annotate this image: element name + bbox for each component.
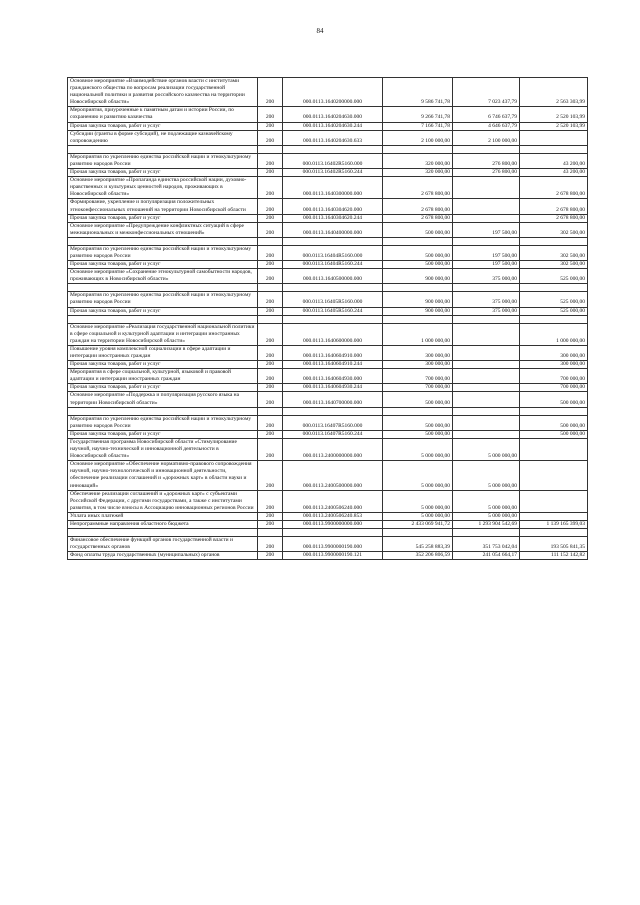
empty-cell [68, 284, 258, 292]
cell-name: Уплата иных платежей [68, 512, 258, 520]
cell-csr: 000.0113.9900000190.121 [283, 552, 383, 560]
cell-csr: 000.0113.1640400000.000 [283, 222, 383, 237]
cell-code: 200 [258, 292, 283, 307]
cell-amount-total: 5 000 000,00 [383, 512, 453, 520]
cell-amount-remaining: 2 678 800,00 [520, 214, 588, 222]
cell-amount-executed: 5 000 000,00 [453, 490, 520, 512]
cell-amount-total: 500 000,00 [383, 261, 453, 269]
cell-amount-remaining: 500 000,00 [520, 392, 588, 407]
table-row [68, 307, 588, 315]
cell-code: 200 [258, 415, 283, 430]
cell-name: Непрограммные направления областного бюджета [68, 520, 258, 528]
cell-csr: 000.0113.16407R5160.000 [283, 415, 383, 430]
cell-code: 200 [258, 122, 283, 130]
cell-amount-total: 2 678 800,00 [383, 214, 453, 222]
cell-amount-total: 700 000,00 [383, 369, 453, 384]
empty-cell [520, 284, 588, 292]
empty-cell [520, 315, 588, 323]
cell-code: 200 [258, 438, 283, 460]
cell-name: Прочая закупка товаров, работ и услуг [68, 122, 258, 130]
cell-code: 200 [258, 222, 283, 237]
cell-code: 200 [258, 307, 283, 315]
table-row [68, 245, 588, 260]
empty-cell [258, 407, 283, 415]
cell-amount-total: 1 000 000,00 [383, 323, 453, 345]
cell-amount-total: 5 000 000,00 [383, 438, 453, 460]
cell-amount-executed [453, 430, 520, 438]
empty-cell [258, 237, 283, 245]
table-spacer-row [68, 284, 588, 292]
cell-amount-total: 2 678 800,00 [383, 199, 453, 214]
cell-csr: 000.0113.1640700000.000 [283, 392, 383, 407]
empty-cell [258, 529, 283, 537]
cell-csr: 000.0113.1640604930.000 [283, 369, 383, 384]
cell-name: Основное мероприятие «Предупреждение конфликтных ситуаций в сфере межнациональных и межконфессиональных отношений» [68, 222, 258, 237]
cell-amount-remaining: 302 500,00 [520, 245, 588, 260]
cell-csr: 000.0113.9900000000.000 [283, 520, 383, 528]
table-row [68, 512, 588, 520]
cell-code: 200 [258, 430, 283, 438]
table-row [68, 384, 588, 392]
cell-csr: 000.0113.1640500000.000 [283, 269, 383, 284]
cell-code: 200 [258, 245, 283, 260]
cell-name: Государственная программа Новосибирской области «Стимулирование научной, научно-технической и инновационной деятельности в Новосибирской области» [68, 438, 258, 460]
cell-amount-executed: 197 500,00 [453, 222, 520, 237]
cell-name: Формирование, укрепление и популяризация положительных этноконфессиональных отношений на территории Новосибирской области [68, 199, 258, 214]
cell-amount-executed [453, 214, 520, 222]
cell-csr: 000.0113.1640604910.000 [283, 345, 383, 360]
table-row [68, 438, 588, 460]
empty-cell [453, 145, 520, 153]
cell-amount-executed [453, 415, 520, 430]
empty-cell [68, 407, 258, 415]
table-row [68, 323, 588, 345]
table-spacer-row [68, 237, 588, 245]
cell-code: 200 [258, 107, 283, 122]
table-row [68, 552, 588, 560]
cell-amount-remaining: 500 000,00 [520, 430, 588, 438]
cell-name: Прочая закупка товаров, работ и услуг [68, 384, 258, 392]
empty-cell [68, 145, 258, 153]
cell-amount-remaining: 111 152 142,82 [520, 552, 588, 560]
empty-cell [68, 315, 258, 323]
cell-csr: 000.0113.2400506240.853 [283, 512, 383, 520]
cell-code: 200 [258, 345, 283, 360]
cell-amount-remaining: 43 200,00 [520, 169, 588, 177]
cell-amount-executed: 5 000 000,00 [453, 512, 520, 520]
cell-code: 200 [258, 323, 283, 345]
table-row [68, 537, 588, 552]
cell-amount-executed: 241 054 664,17 [453, 552, 520, 560]
cell-name: Основное мероприятие «Сохранение этнокультурной самобытности народов, проживающих в Новосибирской области» [68, 269, 258, 284]
cell-amount-executed [453, 369, 520, 384]
cell-amount-total: 900 000,00 [383, 307, 453, 315]
cell-code: 200 [258, 269, 283, 284]
empty-cell [68, 529, 258, 537]
cell-amount-remaining: 500 000,00 [520, 415, 588, 430]
table-row [68, 169, 588, 177]
cell-amount-remaining: 2 678 800,00 [520, 177, 588, 199]
cell-csr: 000.0113.1640604910.244 [283, 361, 383, 369]
cell-amount-total: 2 433 069 941,72 [383, 520, 453, 528]
cell-name: Основное мероприятие «Пропаганда единства российской нации, духовно-нравственных и культурных ценностей народов, проживающих в Новосибирской области» [68, 177, 258, 199]
empty-cell [258, 315, 283, 323]
cell-amount-remaining: 2 520 103,99 [520, 122, 588, 130]
cell-name: Мероприятия по укреплению единства российской нации и этнокультурному развитию народов России [68, 292, 258, 307]
cell-amount-remaining: 302 500,00 [520, 222, 588, 237]
empty-cell [283, 407, 383, 415]
table-spacer-row [68, 407, 588, 415]
cell-name: Субсидии (гранты в форме субсидий), не подлежащие казначейскому сопровождению [68, 130, 258, 145]
cell-amount-remaining [520, 512, 588, 520]
table-row [68, 177, 588, 199]
table-spacer-row [68, 145, 588, 153]
cell-name: Финансовое обеспечение функций органов государственной власти и государственных органов [68, 537, 258, 552]
cell-name: Обеспечение реализации соглашений и «дорожных карт» с субъектами Российской Федерации, с другими государствами, а также с институтами развития, в том числе взносы в Ассоциацию инновационных регионов России [68, 490, 258, 512]
table-row [68, 78, 588, 107]
cell-csr: 000.0113.2400000000.000 [283, 438, 383, 460]
empty-cell [520, 237, 588, 245]
cell-amount-total: 900 000,00 [383, 292, 453, 307]
cell-amount-executed: 197 500,00 [453, 245, 520, 260]
cell-amount-remaining: 525 000,00 [520, 292, 588, 307]
cell-amount-total: 352 206 806,59 [383, 552, 453, 560]
cell-amount-total: 7 166 741,78 [383, 122, 453, 130]
empty-cell [383, 237, 453, 245]
cell-amount-executed: 375 000,00 [453, 269, 520, 284]
cell-amount-executed [453, 323, 520, 345]
cell-name: Основное мероприятие «Обеспечение нормативно-правового сопровождения научной, научно-технологической и инновационной деятельности, обеспечение реализации соглашений и «дорожных карт» в области науки и инноваций» [68, 461, 258, 490]
cell-amount-remaining: 1 000 000,00 [520, 323, 588, 345]
cell-amount-remaining: 700 000,00 [520, 369, 588, 384]
table-row [68, 369, 588, 384]
cell-amount-total: 300 000,00 [383, 345, 453, 360]
cell-code: 200 [258, 537, 283, 552]
cell-name: Мероприятия в сфере социальной, культурной, языковой и правовой адаптации и интеграции иностранных граждан [68, 369, 258, 384]
cell-csr: 000.0113.1640204630.244 [283, 122, 383, 130]
cell-code: 200 [258, 177, 283, 199]
cell-name: Мероприятия по укреплению единства российской нации и этнокультурному развитию народов России [68, 153, 258, 168]
cell-amount-total: 320 000,00 [383, 153, 453, 168]
cell-amount-executed: 375 000,00 [453, 307, 520, 315]
empty-cell [520, 145, 588, 153]
cell-csr: 000.0113.16402R5160.244 [283, 169, 383, 177]
cell-amount-total: 9 586 741,78 [383, 78, 453, 107]
cell-code: 200 [258, 461, 283, 490]
cell-name: Прочая закупка товаров, работ и услуг [68, 430, 258, 438]
cell-code: 200 [258, 520, 283, 528]
table-row [68, 261, 588, 269]
empty-cell [283, 237, 383, 245]
cell-amount-executed: 2 100 000,00 [453, 130, 520, 145]
empty-cell [520, 407, 588, 415]
cell-amount-executed [453, 384, 520, 392]
cell-csr: 000.0113.16405R5160.244 [283, 307, 383, 315]
table-row [68, 153, 588, 168]
cell-name: Повышение уровня комплексной социализации в сфере адаптации и интеграции иностранных граждан [68, 345, 258, 360]
cell-name: Основное мероприятие «Реализация государственной национальной политики в сфере социальной и культурной адаптации и интеграции иностранных граждан на территории Новосибирской области» [68, 323, 258, 345]
cell-amount-executed: 351 753 042,04 [453, 537, 520, 552]
cell-code: 200 [258, 199, 283, 214]
cell-amount-total: 9 266 741,78 [383, 107, 453, 122]
cell-csr: 000.0113.16404R5160.244 [283, 261, 383, 269]
cell-code: 200 [258, 78, 283, 107]
cell-amount-executed [453, 392, 520, 407]
cell-amount-executed: 276 800,00 [453, 169, 520, 177]
cell-amount-remaining: 302 500,00 [520, 261, 588, 269]
cell-csr: 000.0113.1640300000.000 [283, 177, 383, 199]
cell-name: Мероприятия по укреплению единства российской нации и этнокультурному развитию народов России [68, 415, 258, 430]
cell-amount-executed [453, 361, 520, 369]
table-row [68, 122, 588, 130]
cell-amount-executed: 197 500,00 [453, 261, 520, 269]
empty-cell [283, 145, 383, 153]
cell-amount-executed [453, 199, 520, 214]
cell-name: Прочая закупка товаров, работ и услуг [68, 214, 258, 222]
cell-amount-executed: 6 746 637,79 [453, 107, 520, 122]
empty-cell [258, 145, 283, 153]
cell-code: 200 [258, 153, 283, 168]
table-row [68, 292, 588, 307]
cell-csr: 000.0113.1640600000.000 [283, 323, 383, 345]
cell-code: 200 [258, 214, 283, 222]
empty-cell [453, 284, 520, 292]
cell-csr: 000.0113.1640204630.000 [283, 107, 383, 122]
cell-amount-total: 545 258 883,39 [383, 537, 453, 552]
cell-amount-remaining [520, 130, 588, 145]
cell-amount-total: 300 000,00 [383, 361, 453, 369]
cell-amount-remaining: 2 678 800,00 [520, 199, 588, 214]
empty-cell [520, 529, 588, 537]
cell-amount-remaining: 300 000,00 [520, 345, 588, 360]
empty-cell [383, 145, 453, 153]
table-row [68, 214, 588, 222]
empty-cell [383, 284, 453, 292]
cell-amount-total: 5 000 000,00 [383, 461, 453, 490]
cell-csr: 000.0113.1640200000.000 [283, 78, 383, 107]
cell-amount-remaining [520, 461, 588, 490]
cell-csr: 000.0113.16404R5160.000 [283, 245, 383, 260]
cell-code: 200 [258, 552, 283, 560]
cell-amount-remaining: 525 000,00 [520, 307, 588, 315]
cell-amount-executed: 5 000 000,00 [453, 438, 520, 460]
table-row [68, 392, 588, 407]
cell-csr: 000.0113.1640304620.000 [283, 199, 383, 214]
table-row [68, 130, 588, 145]
cell-amount-total: 2 100 000,00 [383, 130, 453, 145]
cell-amount-total: 500 000,00 [383, 415, 453, 430]
cell-amount-total: 500 000,00 [383, 430, 453, 438]
table-row [68, 520, 588, 528]
cell-amount-executed: 1 293 904 542,69 [453, 520, 520, 528]
cell-name: Прочая закупка товаров, работ и услуг [68, 307, 258, 315]
cell-amount-executed: 375 000,00 [453, 292, 520, 307]
cell-name: Основное мероприятие «Взаимодействие органов власти с институтами гражданского общества по вопросам реализации государственной национальной политики и развития российского казачества на территории Новосибирской области» [68, 78, 258, 107]
cell-name: Прочая закупка товаров, работ и услуг [68, 169, 258, 177]
empty-cell [383, 529, 453, 537]
empty-cell [453, 237, 520, 245]
cell-amount-executed: 7 023 437,79 [453, 78, 520, 107]
table-row [68, 361, 588, 369]
cell-csr: 000.0113.1640304620.244 [283, 214, 383, 222]
empty-cell [453, 529, 520, 537]
empty-cell [453, 407, 520, 415]
cell-csr: 000.0113.2400506240.000 [283, 490, 383, 512]
table-row [68, 199, 588, 214]
cell-amount-executed: 5 000 000,00 [453, 461, 520, 490]
cell-amount-total: 2 678 800,00 [383, 177, 453, 199]
cell-amount-remaining [520, 490, 588, 512]
table-row [68, 430, 588, 438]
table-row [68, 269, 588, 284]
cell-amount-total: 320 000,00 [383, 169, 453, 177]
table-row [68, 222, 588, 237]
cell-code: 200 [258, 261, 283, 269]
empty-cell [283, 284, 383, 292]
cell-amount-executed [453, 177, 520, 199]
cell-code: 200 [258, 392, 283, 407]
cell-name: Фонд оплаты труда государственных (муниципальных) органов [68, 552, 258, 560]
cell-amount-total: 900 000,00 [383, 269, 453, 284]
cell-csr: 000.0113.9900000190.000 [283, 537, 383, 552]
table-row [68, 107, 588, 122]
cell-amount-remaining: 1 139 165 399,03 [520, 520, 588, 528]
empty-cell [383, 407, 453, 415]
cell-name: Основное мероприятие «Поддержка и популяризация русского языка на территории Новосибирской области» [68, 392, 258, 407]
empty-cell [453, 315, 520, 323]
cell-amount-remaining [520, 438, 588, 460]
cell-name: Прочая закупка товаров, работ и услуг [68, 361, 258, 369]
empty-cell [383, 315, 453, 323]
table-spacer-row [68, 529, 588, 537]
empty-cell [283, 529, 383, 537]
table-row [68, 490, 588, 512]
cell-amount-remaining: 700 000,00 [520, 384, 588, 392]
cell-amount-remaining: 2 563 303,99 [520, 78, 588, 107]
cell-code: 200 [258, 490, 283, 512]
cell-csr: 000.0113.1640204630.633 [283, 130, 383, 145]
cell-amount-executed: 276 800,00 [453, 153, 520, 168]
cell-amount-executed: 4 646 637,79 [453, 122, 520, 130]
cell-amount-remaining: 43 200,00 [520, 153, 588, 168]
table-body [68, 78, 588, 560]
cell-code: 200 [258, 130, 283, 145]
cell-code: 200 [258, 512, 283, 520]
cell-code: 200 [258, 369, 283, 384]
table-spacer-row [68, 315, 588, 323]
cell-code: 200 [258, 384, 283, 392]
cell-amount-remaining: 300 000,00 [520, 361, 588, 369]
table-row [68, 415, 588, 430]
table-row [68, 345, 588, 360]
cell-code: 200 [258, 361, 283, 369]
page-number: 84 [316, 27, 324, 35]
cell-csr: 000.0113.1640604930.244 [283, 384, 383, 392]
cell-name: Мероприятия, приуроченные к памятным датам и истории России, по сохранению и развитию казачества [68, 107, 258, 122]
empty-cell [68, 237, 258, 245]
empty-cell [258, 284, 283, 292]
cell-amount-remaining: 525 000,00 [520, 269, 588, 284]
cell-amount-total: 500 000,00 [383, 222, 453, 237]
cell-amount-total: 500 000,00 [383, 392, 453, 407]
cell-name: Мероприятия по укреплению единства российской нации и этнокультурному развитию народов России [68, 245, 258, 260]
cell-csr: 000.0113.16407R5160.244 [283, 430, 383, 438]
empty-cell [283, 315, 383, 323]
cell-code: 200 [258, 169, 283, 177]
cell-csr: 000.0113.2400500000.000 [283, 461, 383, 490]
cell-name: Прочая закупка товаров, работ и услуг [68, 261, 258, 269]
cell-amount-total: 500 000,00 [383, 245, 453, 260]
table-row [68, 461, 588, 490]
budget-table [67, 77, 588, 560]
cell-amount-total: 5 000 000,00 [383, 490, 453, 512]
cell-amount-remaining: 2 520 103,99 [520, 107, 588, 122]
cell-csr: 000.0113.16405R5160.000 [283, 292, 383, 307]
cell-csr: 000.0113.16402R5160.000 [283, 153, 383, 168]
cell-amount-executed [453, 345, 520, 360]
cell-amount-remaining: 193 505 841,35 [520, 537, 588, 552]
cell-amount-total: 700 000,00 [383, 384, 453, 392]
